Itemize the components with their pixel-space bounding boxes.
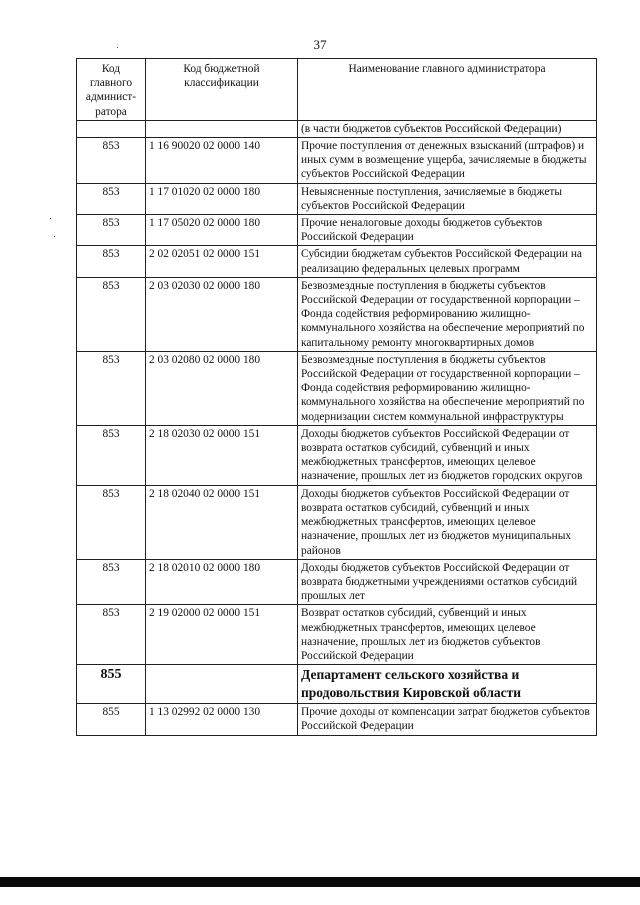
header-admin-name: Наименование главного администратора [298, 59, 597, 121]
table-row [77, 277, 597, 351]
admin-name-cell: Безвозмездные поступления в бюджеты субъектов Российской Федерации от государственной корпорации – Фонда содействия реформированию жилищно-коммунального хозяйства на обеспечение мероприятий по модернизации систем коммунальной инфраструктуры [298, 351, 597, 425]
table-header-row [77, 59, 597, 121]
admin-code-cell: 853 [77, 246, 146, 277]
admin-code-cell: 853 [77, 559, 146, 605]
admin-code-cell: 855 [77, 665, 146, 704]
table-row [77, 215, 597, 246]
admin-code-cell [77, 120, 146, 137]
admin-name-cell: (в части бюджетов субъектов Российской Федерации) [298, 120, 597, 137]
scan-speck [50, 218, 51, 219]
table-header [77, 59, 597, 121]
admin-name-cell: Прочие неналоговые доходы бюджетов субъектов Российской Федерации [298, 215, 597, 246]
budget-code-cell: 2 18 02040 02 0000 151 [146, 485, 298, 559]
table-row [77, 559, 597, 605]
admin-name-cell: Субсидии бюджетам субъектов Российской Федерации на реализацию федеральных целевых программ [298, 246, 597, 277]
budget-code-cell: 1 17 01020 02 0000 180 [146, 183, 298, 214]
section-header-row [77, 665, 597, 704]
budget-code-cell: 2 18 02010 02 0000 180 [146, 559, 298, 605]
admin-code-cell: 853 [77, 277, 146, 351]
table-row [77, 485, 597, 559]
admin-code-cell: 853 [77, 351, 146, 425]
admin-code-cell: 853 [77, 485, 146, 559]
admin-name-cell: Доходы бюджетов субъектов Российской Федерации от возврата остатков субсидий, субвенций и иных межбюджетных трансфертов, имеющих целевое назначение, прошлых лет из бюджетов городских округов [298, 425, 597, 485]
table-row [77, 120, 597, 137]
admin-name-cell: Безвозмездные поступления в бюджеты субъектов Российской Федерации от государственной корпорации – Фонда содействия реформированию жилищно-коммунального хозяйства на обеспечение мероприятий по капитальному ремонту многоквартирных домов [298, 277, 597, 351]
budget-code-cell: 2 19 02000 02 0000 151 [146, 605, 298, 665]
scan-speck [117, 47, 118, 48]
budget-classification-table [76, 58, 597, 736]
header-admin-code: Код главного админист-ратора [77, 59, 146, 121]
budget-code-cell [146, 120, 298, 137]
header-budget-code: Код бюджетной классификации [146, 59, 298, 121]
admin-name-cell: Департамент сельского хозяйства и продовольствия Кировской области [298, 665, 597, 704]
table-row [77, 351, 597, 425]
table-row [77, 425, 597, 485]
admin-name-cell: Прочие поступления от денежных взысканий (штрафов) и иных сумм в возмещение ущерба, зачисляемые в бюджеты субъектов Российской Федерации [298, 138, 597, 184]
budget-code-cell: 2 02 02051 02 0000 151 [146, 246, 298, 277]
budget-code-cell: 1 13 02992 02 0000 130 [146, 704, 298, 735]
scan-edge-bar [0, 877, 640, 887]
budget-code-cell: 1 17 05020 02 0000 180 [146, 215, 298, 246]
admin-name-cell: Доходы бюджетов субъектов Российской Федерации от возврата бюджетными учреждениями остатков субсидий прошлых лет [298, 559, 597, 605]
budget-code-cell: 1 16 90020 02 0000 140 [146, 138, 298, 184]
budget-code-cell: 2 18 02030 02 0000 151 [146, 425, 298, 485]
budget-code-cell [146, 665, 298, 704]
admin-name-cell: Невыясненные поступления, зачисляемые в бюджеты субъектов Российской Федерации [298, 183, 597, 214]
admin-code-cell: 855 [77, 704, 146, 735]
admin-name-cell: Доходы бюджетов субъектов Российской Федерации от возврата остатков субсидий, субвенций и иных межбюджетных трансфертов, имеющих целевое назначение, прошлых лет из бюджетов муниципальных районов [298, 485, 597, 559]
budget-code-cell: 2 03 02080 02 0000 180 [146, 351, 298, 425]
table-body [77, 120, 597, 735]
page-number: 37 [313, 37, 327, 52]
admin-code-cell: 853 [77, 215, 146, 246]
admin-code-cell: 853 [77, 183, 146, 214]
table-row [77, 138, 597, 184]
admin-name-cell: Возврат остатков субсидий, субвенций и иных межбюджетных трансфертов, имеющих целевое назначение, прошлых лет из бюджетов субъектов Российской Федерации [298, 605, 597, 665]
table-row [77, 605, 597, 665]
admin-code-cell: 853 [77, 605, 146, 665]
scan-speck [54, 236, 55, 237]
table-row [77, 246, 597, 277]
admin-code-cell: 853 [77, 138, 146, 184]
table-row [77, 704, 597, 735]
admin-name-cell: Прочие доходы от компенсации затрат бюджетов субъектов Российской Федерации [298, 704, 597, 735]
admin-code-cell: 853 [77, 425, 146, 485]
table-row [77, 183, 597, 214]
budget-code-cell: 2 03 02030 02 0000 180 [146, 277, 298, 351]
